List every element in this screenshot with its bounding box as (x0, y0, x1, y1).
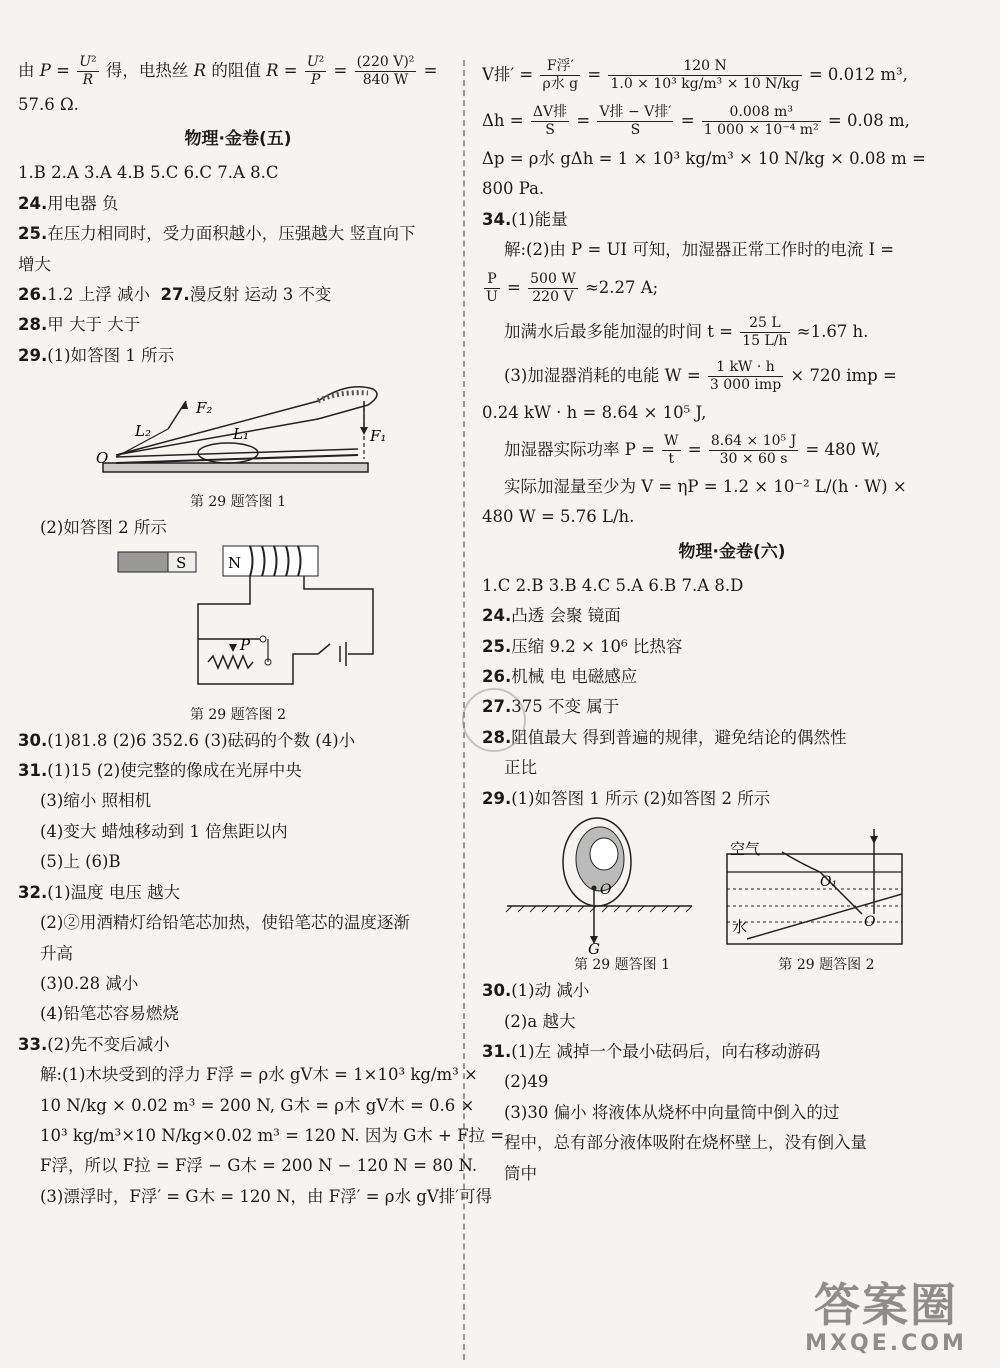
watermark-title: 答案圈 (814, 1278, 958, 1332)
answer-31-3: (3)缩小 照相机 (40, 791, 152, 811)
answer-33-2: (2)先不变后减小 (47, 1034, 170, 1054)
solution-33-line2: 10 N/kg × 0.02 m³ = 200 N, G木 = ρ木 gV木 = 0.6 × (40, 1095, 475, 1115)
section-title-6: 物理·金卷(六) (678, 541, 786, 562)
answer-32-1: (1)温度 电压 越大 (47, 882, 181, 902)
answer-28: 甲 大于 大于 (47, 315, 141, 335)
answer-25-cont: 增大 (18, 254, 51, 274)
answer-29-r: (1)如答图 1 所示 (2)如答图 2 所示 (511, 788, 771, 808)
figure-lever (18, 371, 458, 491)
solution-34-humid: 实际加湿量至少为 V = ηP = 1.2 × 10⁻² L/(h · W) × (504, 477, 907, 497)
label-L2: L₂ (135, 422, 151, 441)
solution-34-line1: 解:(2)由 P = UI 可知，加湿器正常工作时的电流 I = (504, 240, 895, 260)
label-air: 空气 (730, 840, 761, 859)
label-P: P (240, 635, 251, 654)
solution-33-line1: 解:(1)木块受到的浮力 F浮 = ρ水 gV木 = 1×10³ kg/m³ × (40, 1065, 478, 1085)
answer-31-r-3: (3)30 偏小 将液体从烧杯中向量筒中倒入的过 (504, 1102, 840, 1122)
answer-26: 1.2 上浮 减小 (47, 285, 150, 305)
answer-31-5: (5)上 (6)B (40, 852, 121, 872)
answer-31-r-3-end: 筒中 (504, 1163, 537, 1183)
answer-29-2: (2)如答图 2 所示 (40, 518, 167, 538)
answer-34-1: (1)能量 (511, 209, 568, 229)
solution-34-energy: (3)加湿器消耗的电能 W = $\frac{1 kW \cdot h}{\text{3 000 imp}}$ × 720 imp = (504, 358, 897, 393)
answer-27-r: 375 不变 属于 (511, 697, 620, 717)
label-S: S (176, 553, 187, 572)
solution-33-line5: (3)漂浮时，F浮′ = G木 = 120 N，由 F浮′ = ρ水 gV排′可得 (40, 1186, 492, 1206)
answer-29-1: (1)如答图 1 所示 (47, 345, 175, 365)
line-result: 57.6 Ω. (18, 95, 79, 114)
answer-28-r-cont: 正比 (504, 758, 537, 778)
answer-32-3: (3)0.28 减小 (40, 973, 139, 993)
answer-31-r-2: (2)49 (504, 1072, 549, 1092)
answer-31-r-3-cont: 程中，总有部分液体吸附在烧杯壁上，没有倒入量 (504, 1133, 867, 1153)
answer-32-2: (2)②用酒精灯给铅笔芯加热，使铅笔芯的温度逐渐 (40, 913, 410, 933)
label-O-tumbler: O (600, 882, 612, 899)
fig2-caption: 第 29 题答图 2 (189, 706, 287, 723)
mc-answers-5: 1.B 2.A 3.A 4.B 5.C 6.C 7.A 8.C (18, 163, 279, 183)
answer-31-4: (4)变大 蜡烛移动到 1 倍焦距以内 (40, 821, 288, 841)
answer-26-r: 机械 电 电磁感应 (511, 667, 638, 687)
solution-34-time: 加满水后最多能加湿的时间 t = $\frac{25 L}{15 L/h}$ ≈1.67 h. (504, 314, 869, 349)
lever-diagram (18, 371, 458, 491)
result-pressure: 800 Pa. (482, 179, 545, 199)
answer-28-r: 阻值最大 得到普遍的规律，避免结论的偶然性 (511, 727, 847, 747)
solution-33-line3: 10³ kg/m³×10 N/kg×0.02 m³ = 120 N. 因为 G木 + F拉 = (40, 1125, 505, 1145)
label-N: N (228, 553, 242, 572)
solution-34-current: $\frac{P}{U}$ = $\frac{500 W}{220 V}$ ≈2.27 A; (486, 270, 659, 305)
figure-circuit (18, 544, 458, 704)
answer-24: 用电器 负 (47, 193, 119, 213)
label-O1: O₁ (820, 874, 838, 891)
label-F1: F₁ (370, 427, 387, 446)
circuit-diagram (18, 544, 458, 704)
formula-v-displaced: V排′ = $\frac{\text{F浮′}}{\text{ρ水 g}}$ = $\frac{120 N}{\text{1.0 × 10³ kg/m³ × 10 N/kg}}$ = 0.012 m³, (482, 58, 908, 92)
formula-delta-p: Δp = ρ水 gΔh = 1 × 10³ kg/m³ × 10 N/kg × 0.08 m = (482, 149, 926, 168)
stamp-seal (462, 688, 526, 752)
watermark-url: MXQE.COM (805, 1331, 967, 1356)
fig-tumbler (482, 814, 982, 954)
answer-32-2-cont: 升高 (40, 943, 73, 963)
answer-31-r-1: (1)左 减掉一个最小砝码后，向右移动游码 (511, 1041, 821, 1061)
watermark-logo (786, 1279, 986, 1356)
fig1-caption: 第 29 题答图 1 (189, 494, 287, 511)
label-L1: L₁ (233, 425, 249, 444)
mc-answers-6: 1.C 2.B 3.B 4.C 5.A 6.B 7.A 8.D (482, 575, 744, 595)
label-O: O (96, 449, 109, 468)
left-column: 由 P = $\frac{\text{U²}}{R}$ 得，电热丝 R 的阻值 R = $\frac{\text{U²}}{P}$ = $\frac{\text{(220 V)²}}{840 W}$ = 57.6 Ω. 物理·金卷(五) 1.B 2.A 3.A 4.B 5.C 6.C 7.A 8.C 24.用电器 负 25.在压力相同时，受力面积越小，压强越大 竖直向下 增大 26.1.2 上浮 减小 27.漫反射 运动 3 不变 28.甲 大于 大于 29.(1)如答图 1 所示 L₂ F₂ L₁ F₁ O 第 29 题答图 1 (2)如答图 2 所示 S N P 第 29 题答图 2 30.(1)81.8 (2)6 352.6 (3)砝码的个数 (4)小 31.(1)15 (2)使完整的像成在光屏中央 (3)缩小 照相机 (4)变大 蜡烛移动到 1 倍焦距以内 (5)上 (6)B 32.(1)温度 电压 越大 (2)②用酒精灯给铅笔芯加热，使铅笔芯的温度逐渐 升高 (3)0.28 减小 (4)铅笔芯容易燃烧 33.(2)先不变后减小 解:(1)木块受到的浮力 F浮 = ρ水 gV木 = 1×10³ kg/m³ × 10 N/kg × 0.02 m³ = 200 N, G木 = ρ木 gV木 = 0.6 × 10³ kg/m³×10 N/kg×0.02 m³ = 120 N. 因为 G木 + F拉 = F浮，所以 F拉 = F浮 − G木 = 200 N − 120 N = 80 N. (3)漂浮时，F浮′ = G木 = 120 N，由 F浮′ = ρ水 gV排′可得 (18, 52, 458, 1212)
solution-34-power: 加湿器实际功率 P = $\frac{W}{t}$ = $\frac{\text{8.64 × 10⁵ J}}{30 \times 60 s}$ = 480 W, (504, 433, 881, 468)
answer-30-r-2: (2)a 越大 (504, 1011, 576, 1031)
answer-31-1: (1)15 (2)使完整的像成在光屏中央 (47, 761, 302, 781)
figure-row-6 (482, 814, 982, 954)
answer-32-4: (4)铅笔芯容易燃烧 (40, 1004, 179, 1024)
fig2-r-caption: 第 29 题答图 2 (778, 957, 875, 974)
answer-30: (1)81.8 (2)6 352.6 (3)砝码的个数 (4)小 (47, 730, 356, 750)
formula-delta-h: Δh = $\frac{\text{ΔV排}}{S}$ = $\frac{\text{V排 − V排′}}{S}$ = $\frac{\text{0.008 m³}}{\text{1 000 × 10⁻⁴ m²}}$ = 0.08 m, (482, 104, 910, 138)
solution-34-energy-result: 0.24 kW · h = 8.64 × 10⁵ J, (482, 402, 707, 422)
answer-24-r: 凸透 会聚 镜面 (511, 606, 621, 626)
solution-34-humid-result: 480 W = 5.76 L/h. (482, 507, 635, 527)
label-O2: O (864, 914, 876, 931)
answer-25-r: 压缩 9.2 × 10⁶ 比热容 (511, 636, 683, 656)
solution-33-line4: F浮，所以 F拉 = F浮 − G木 = 200 N − 120 N = 80 N. (40, 1156, 478, 1176)
right-column: V排′ = $\frac{\text{F浮′}}{\text{ρ水 g}}$ = $\frac{120 N}{\text{1.0 × 10³ kg/m³ × 10 N/kg}}$ = 0.012 m³, Δh = $\frac{\text{ΔV排}}{S}$ = $\frac{\text{V排 − V排′}}{S}$ = $\frac{\text{0.008 m³}}{\text{1 000 × 10⁻⁴ m²}}$ = 0.08 m, Δp = ρ水 gΔh = 1 × 10³ kg/m³ × 10 N/kg × 0.08 m = 800 Pa. 34.(1)能量 解:(2)由 P = UI 可知，加湿器正常工作时的电流 I = $\frac{P}{U}$ = $\frac{500 W}{220 V}$ ≈2.27 A; 加满水后最多能加湿的时间 t = $\frac{25 L}{15 L/h}$ ≈1.67 h. (3)加湿器消耗的电能 W = $\frac{1 kW \cdot h}{\text{3 000 imp}}$ × 720 imp = 0.24 kW · h = 8.64 × 10⁵ J, 加湿器实际功率 P = $\frac{W}{t}$ = $\frac{\text{8.64 × 10⁵ J}}{30 \times 60 s}$ = 480 W, 实际加湿量至少为 V = ηP = 1.2 × 10⁻² L/(h · W) × 480 W = 5.76 L/h. 物理·金卷(六) 1.C 2.B 3.B 4.C 5.A 6.B 7.A 8.D 24.凸透 会聚 镜面 25.压缩 9.2 × 10⁶ 比热容 26.机械 电 电磁感应 27.375 不变 属于 28.阻值最大 得到普遍的规律，避免结论的偶然性 正比 29.(1)如答图 1 所示 (2)如答图 2 所示 G O 空气 水 O₁ O 第 29 题答图 1 第 29 题答图 2 30.(1)动 减小 (2)a 越大 31.(1)左 减掉一个最小砝码后，向右移动游码 (2)49 (3)30 偏小 将液体从烧杯中向量筒中倒入的过 程中，总有部分液体吸附在烧杯壁上，没有倒入量 筒中 (482, 52, 982, 1189)
answer-27: 漫反射 运动 3 不变 (189, 285, 332, 305)
section-title-5: 物理·金卷(五) (184, 129, 292, 150)
label-F2: F₂ (196, 399, 213, 418)
label-G: G (588, 940, 600, 955)
answer-25: 在压力相同时，受力面积越小，压强越大 竖直向下 (47, 224, 416, 244)
label-water: 水 (732, 918, 748, 937)
line-formula-r: 由 P = $\frac{\text{U²}}{R}$ 得，电热丝 R 的阻值 R = $\frac{\text{U²}}{P}$ = $\frac{\text{(220 V)²}}{840 W}$ = (18, 54, 438, 88)
fig1-r-caption: 第 29 题答图 1 (573, 957, 671, 974)
answer-30-r-1: (1)动 减小 (511, 981, 590, 1001)
